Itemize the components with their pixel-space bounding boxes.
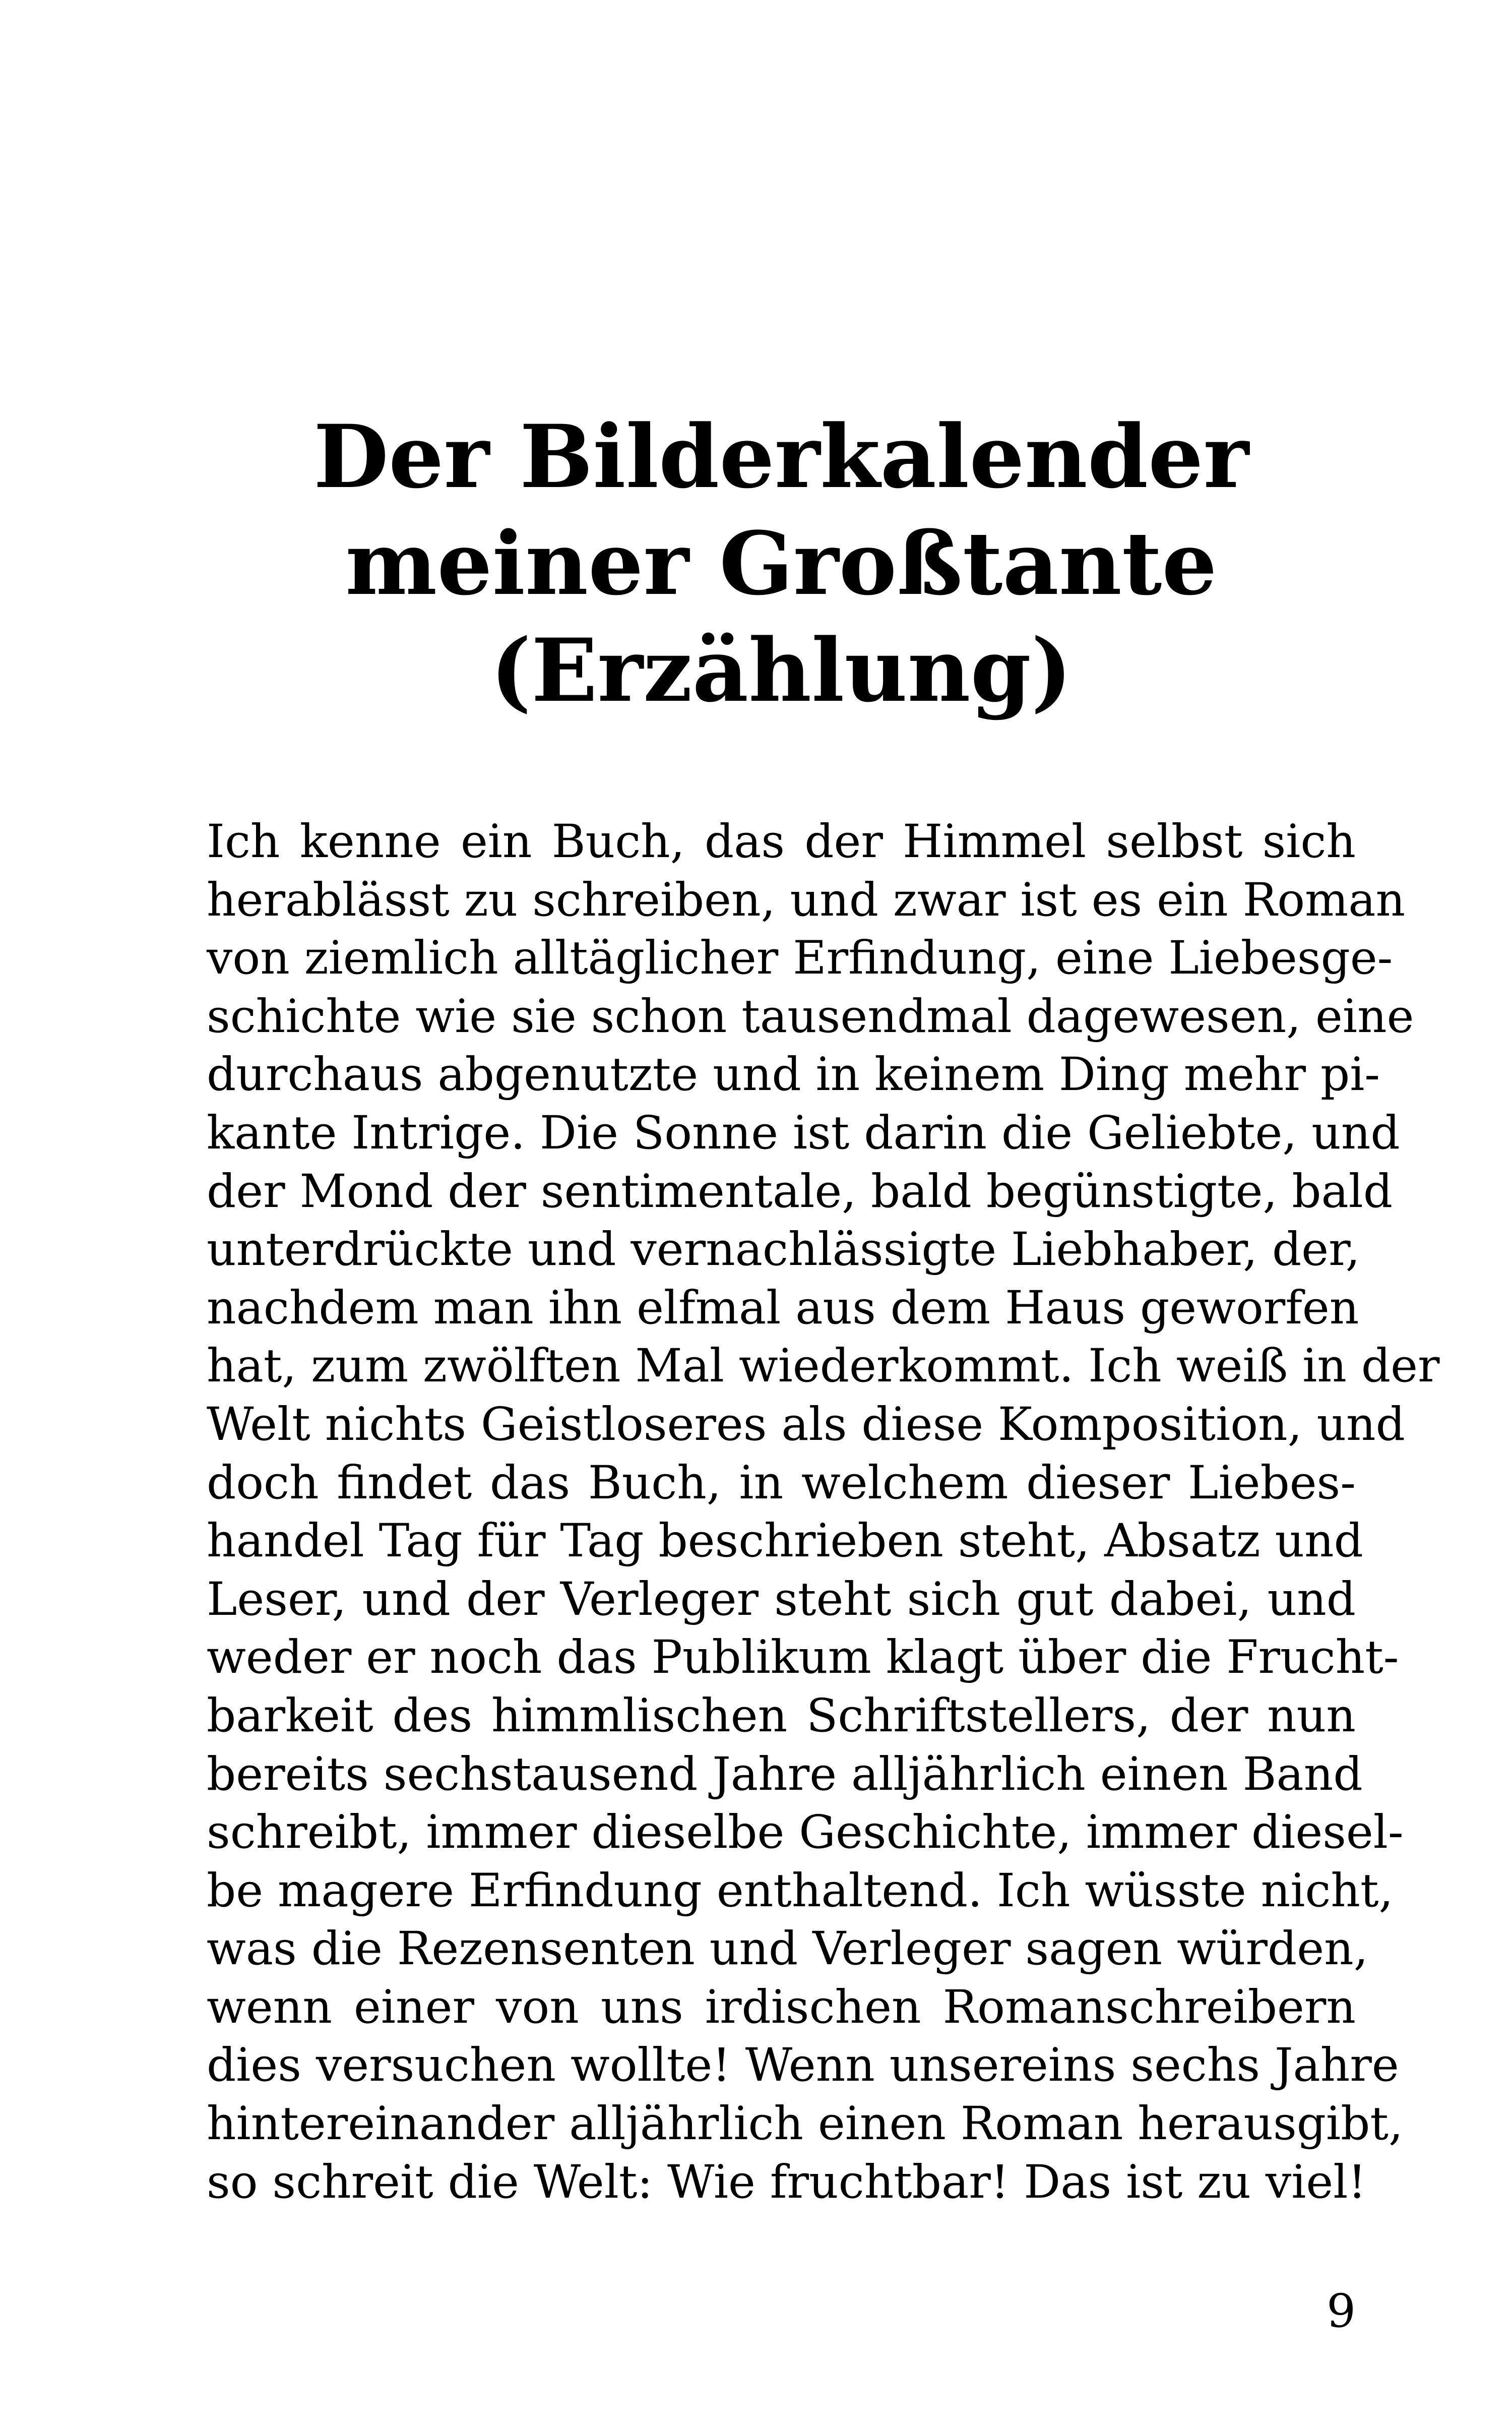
body-text-line: so schreit die Welt: Wie fruchtbar! Das ist zu viel! — [207, 2155, 1366, 2209]
body-text-line: unterdrückte und vernachlässigte Liebhaber, der, — [207, 1223, 1360, 1277]
chapter-title-line-3: (Erzählung) — [490, 619, 1073, 721]
body-text-line: durchaus abgenutzte und in keinem Ding mehr pi- — [207, 1048, 1380, 1102]
body-text-line: hat, zum zwölften Mal wiederkommt. Ich weiß in der — [207, 1340, 1440, 1393]
body-text-line: barkeit des himmlischen Schriftstellers, der nun — [207, 1689, 1356, 1742]
body-text-line: der Mond der sentimentale, bald begünstigte, bald — [207, 1165, 1393, 1218]
body-text-line: handel Tag für Tag beschrieben steht, Absatz und — [207, 1515, 1363, 1568]
body-text-line: nachdem man ihn elfmal aus dem Haus geworfen — [207, 1281, 1359, 1335]
body-text-line: herablässt zu schreiben, und zwar ist es ein Roman — [207, 873, 1406, 927]
body-paragraph — [207, 813, 1440, 2211]
body-text-line: be magere Erfindung enthaltend. Ich wüsste nicht, — [207, 1864, 1394, 1917]
chapter-title-line-2: meiner Großtante — [345, 512, 1217, 615]
body-text-line: Welt nichts Geistloseres als diese Komposition, und — [207, 1398, 1405, 1451]
page-number: 9 — [1327, 2285, 1356, 2338]
body-text-line: bereits sechstausend Jahre alljährlich einen Band — [207, 1747, 1363, 1801]
body-text-line: Leser, und der Verleger steht sich gut dabei, und — [207, 1572, 1356, 1626]
chapter-title-line-1: Der Bilderkalender — [313, 405, 1249, 508]
body-text-line: weder er noch das Publikum klagt über die Frucht- — [207, 1631, 1399, 1684]
body-text-line: kante Intrige. Die Sonne ist darin die Geliebte, und — [207, 1106, 1400, 1160]
body-text-line: doch findet das Buch, in welchem dieser Liebes- — [207, 1456, 1356, 1509]
body-text-line: schichte wie sie schon tausendmal dagewesen, eine — [207, 990, 1414, 1043]
chapter-title — [207, 403, 1356, 724]
body-text-line: von ziemlich alltäglicher Erfindung, eine Liebesge- — [207, 932, 1393, 985]
body-text-line: dies versuchen wollte! Wenn unsereins sechs Jahre — [207, 2039, 1399, 2092]
body-text-line: wenn einer von uns irdischen Romanschreibern — [207, 1980, 1356, 2034]
body-text-line: hintereinander alljährlich einen Roman herausgibt, — [207, 2097, 1403, 2151]
body-text-line: was die Rezensenten und Verleger sagen würden, — [207, 1922, 1368, 1976]
body-text-line: Ich kenne ein Buch, das der Himmel selbst sich — [207, 815, 1356, 868]
body-text-line: schreibt, immer dieselbe Geschichte, immer diesel- — [207, 1806, 1404, 1859]
